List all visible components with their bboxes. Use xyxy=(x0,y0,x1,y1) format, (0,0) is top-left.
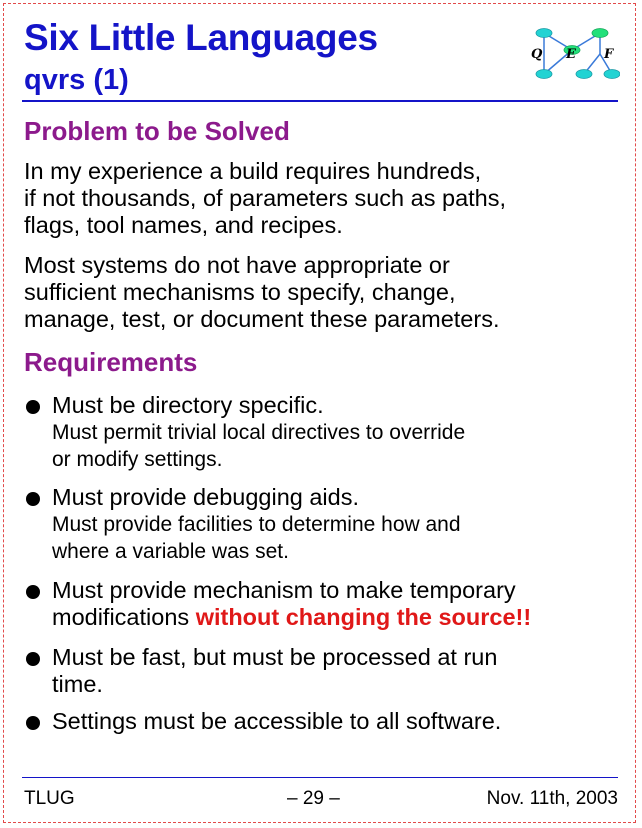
qef-logo-icon xyxy=(528,20,620,86)
bullet-dot-icon xyxy=(26,400,40,414)
requirements-heading: Requirements xyxy=(24,347,198,377)
footer-date: Nov. 11th, 2003 xyxy=(486,788,618,809)
requirement-emphasis: without changing the source!! xyxy=(195,604,532,630)
requirement-sub: where a variable was set. xyxy=(52,540,289,563)
logo-letter-e: E xyxy=(566,47,576,62)
bullet-dot-icon xyxy=(26,585,40,599)
slide-title: Six Little Languages xyxy=(24,17,378,58)
paragraph-line: flags, tool names, and recipes. xyxy=(24,212,343,238)
requirement-main-part: modifications xyxy=(52,604,196,630)
requirement-main: Must be directory specific. xyxy=(52,392,324,418)
slide-subtitle: qvrs (1) xyxy=(24,64,129,96)
requirement-sub: Must permit trivial local directives to override xyxy=(52,421,466,444)
requirement-sub: Must provide facilities to determine how and xyxy=(52,513,461,536)
bullet-dot-icon xyxy=(26,492,40,506)
paragraph-line: sufficient mechanisms to specify, change, xyxy=(24,279,456,305)
paragraph-line: Most systems do not have appropriate or xyxy=(24,252,450,278)
requirement-main: Must be fast, but must be processed at run xyxy=(52,644,498,670)
requirement-main-line xyxy=(52,604,632,631)
requirement-main: Must provide debugging aids. xyxy=(52,484,360,510)
problem-paragraph-2 xyxy=(24,252,624,333)
requirement-main: time. xyxy=(52,671,103,697)
requirement-item xyxy=(52,644,632,698)
problem-paragraph-1 xyxy=(24,158,624,239)
paragraph-line: if not thousands, of parameters such as paths, xyxy=(24,185,507,211)
bullet-dot-icon xyxy=(26,716,40,730)
footer-page-number: – 29 – xyxy=(287,788,340,809)
problem-heading: Problem to be Solved xyxy=(24,116,290,146)
footer-rule xyxy=(22,777,618,778)
logo-letter-q: Q xyxy=(531,47,543,62)
requirement-item xyxy=(52,577,632,631)
paragraph-line: In my experience a build requires hundreds, xyxy=(24,158,482,184)
requirement-main: Settings must be accessible to all software. xyxy=(52,708,502,734)
requirement-main: Must provide mechanism to make temporary xyxy=(52,577,516,603)
title-rule xyxy=(22,100,618,102)
requirement-sub: or modify settings. xyxy=(52,448,223,471)
requirement-item xyxy=(52,484,632,565)
bullet-dot-icon xyxy=(26,652,40,666)
logo-letter-f: F xyxy=(604,47,614,62)
requirement-item xyxy=(52,392,632,473)
paragraph-line: manage, test, or document these parameters. xyxy=(24,306,500,332)
footer-left: TLUG xyxy=(24,788,75,809)
requirement-item xyxy=(52,708,632,735)
